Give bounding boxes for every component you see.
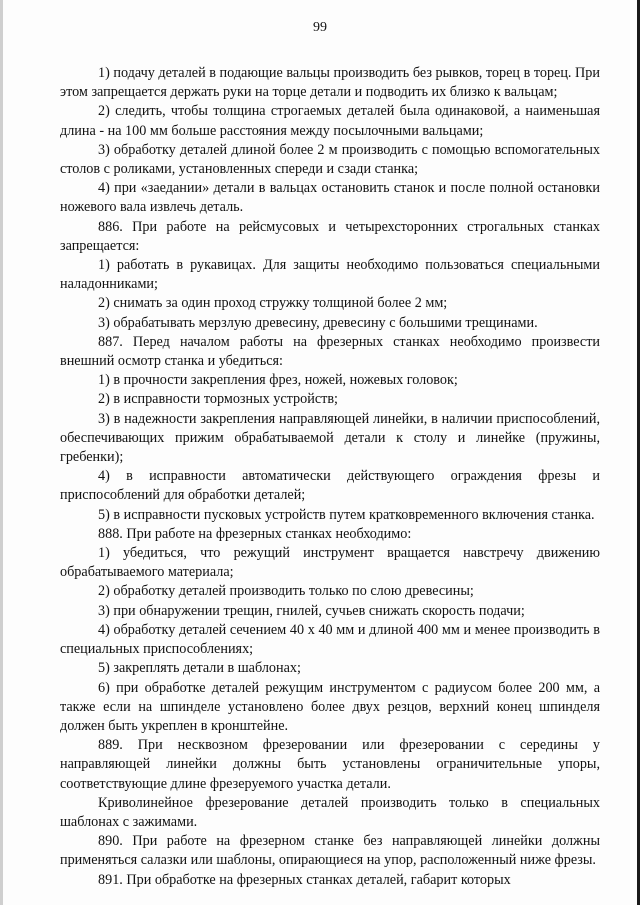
paragraph: 6) при обработке деталей режущим инструментом с радиусом более 200 мм, а также если на шпинделе установлено более двух резцов, верхний конец шпинделя должен быть укреплен в кронштейне. [60,679,600,734]
paragraph: 2) обработку деталей производить только по слою древесины; [98,583,474,600]
paragraph: 5) в исправности пусковых устройств путем кратковременного включения станка. [98,506,595,523]
paragraph: 887. Перед началом работы на фрезерных станках необходимо произвести внешний осмотр станка и убедиться: [60,333,600,370]
paragraph: 2) снимать за один проход стружку толщиной более 2 мм; [98,295,448,312]
paragraph: 4) обработку деталей сечением 40 х 40 мм и длиной 400 мм и менее производить в специальных приспособлениях; [60,621,600,658]
paragraph: 890. При работе на фрезерном станке без направляющей линейки должны применяться салазки или шаблоны, опирающиеся на упор, расположенный ниже фрезы. [60,833,600,869]
paragraph: 4) при «заедании» детали в вальцах остановить станок и после полной остановки ножевого вала извлечь деталь. [60,180,600,216]
paragraph: 4) в исправности автоматически действующего ограждения фрезы и приспособлений для обработки деталей; [60,468,600,504]
paragraph: 891. При обработке на фрезерных станках деталей, габарит которых [98,871,511,888]
paragraph: 2) следить, чтобы толщина строгаемых деталей была одинаковой, а наименьшая длина - на 100 мм больше расстояния между посылочными вальцами; [60,103,600,139]
paragraph: 888. При работе на фрезерных станках необходимо: [98,525,412,542]
paragraph: 1) подачу деталей в подающие вальцы производить без рывков, торец в торец. При этом запрещается держать руки на торце детали и подводить их близко к вальцам; [60,65,600,101]
paragraph: 1) в прочности закрепления фрез, ножей, ножевых головок; [98,372,458,389]
page-number: 99 [313,20,327,35]
paragraph: 5) закреплять детали в шаблонах; [98,660,301,677]
scan-edge [0,0,3,905]
paragraph: Криволинейное фрезерование деталей производить только в специальных шаблонах с зажимами. [60,794,600,830]
paragraph: 889. При несквозном фрезеровании или фрезеровании с середины у направляющей линейки должны быть установлены ограничительные упоры, соответствующие длине фрезеруемого участка детали. [60,737,600,792]
paragraph: 3) обработку деталей длиной более 2 м производить с помощью вспомогательных столов с роликами, установленных спереди и сзади станка; [60,141,600,178]
document-body [60,64,600,890]
paragraph: 3) при обнаружении трещин, гнилей, сучьев снижать скорость подачи; [98,602,525,619]
paragraph: 3) в надежности закрепления направляющей линейки, в наличии приспособлений, обеспечивающих прижим обрабатываемой детали к столу и линейке (пружины, гребенки); [60,410,600,466]
paragraph: 1) убедиться, что режущий инструмент вращается навстречу движению обрабатываемого материала; [60,545,600,581]
paragraph: 886. При работе на рейсмусовых и четырехсторонних строгальных станках запрещается: [60,218,600,254]
paragraph: 1) работать в рукавицах. Для защиты необходимо пользоваться специальными наладонниками; [60,257,600,293]
paragraph: 2) в исправности тормозных устройств; [98,391,338,408]
paragraph: 3) обрабатывать мерзлую древесину, древесину с большими трещинами. [98,314,538,331]
